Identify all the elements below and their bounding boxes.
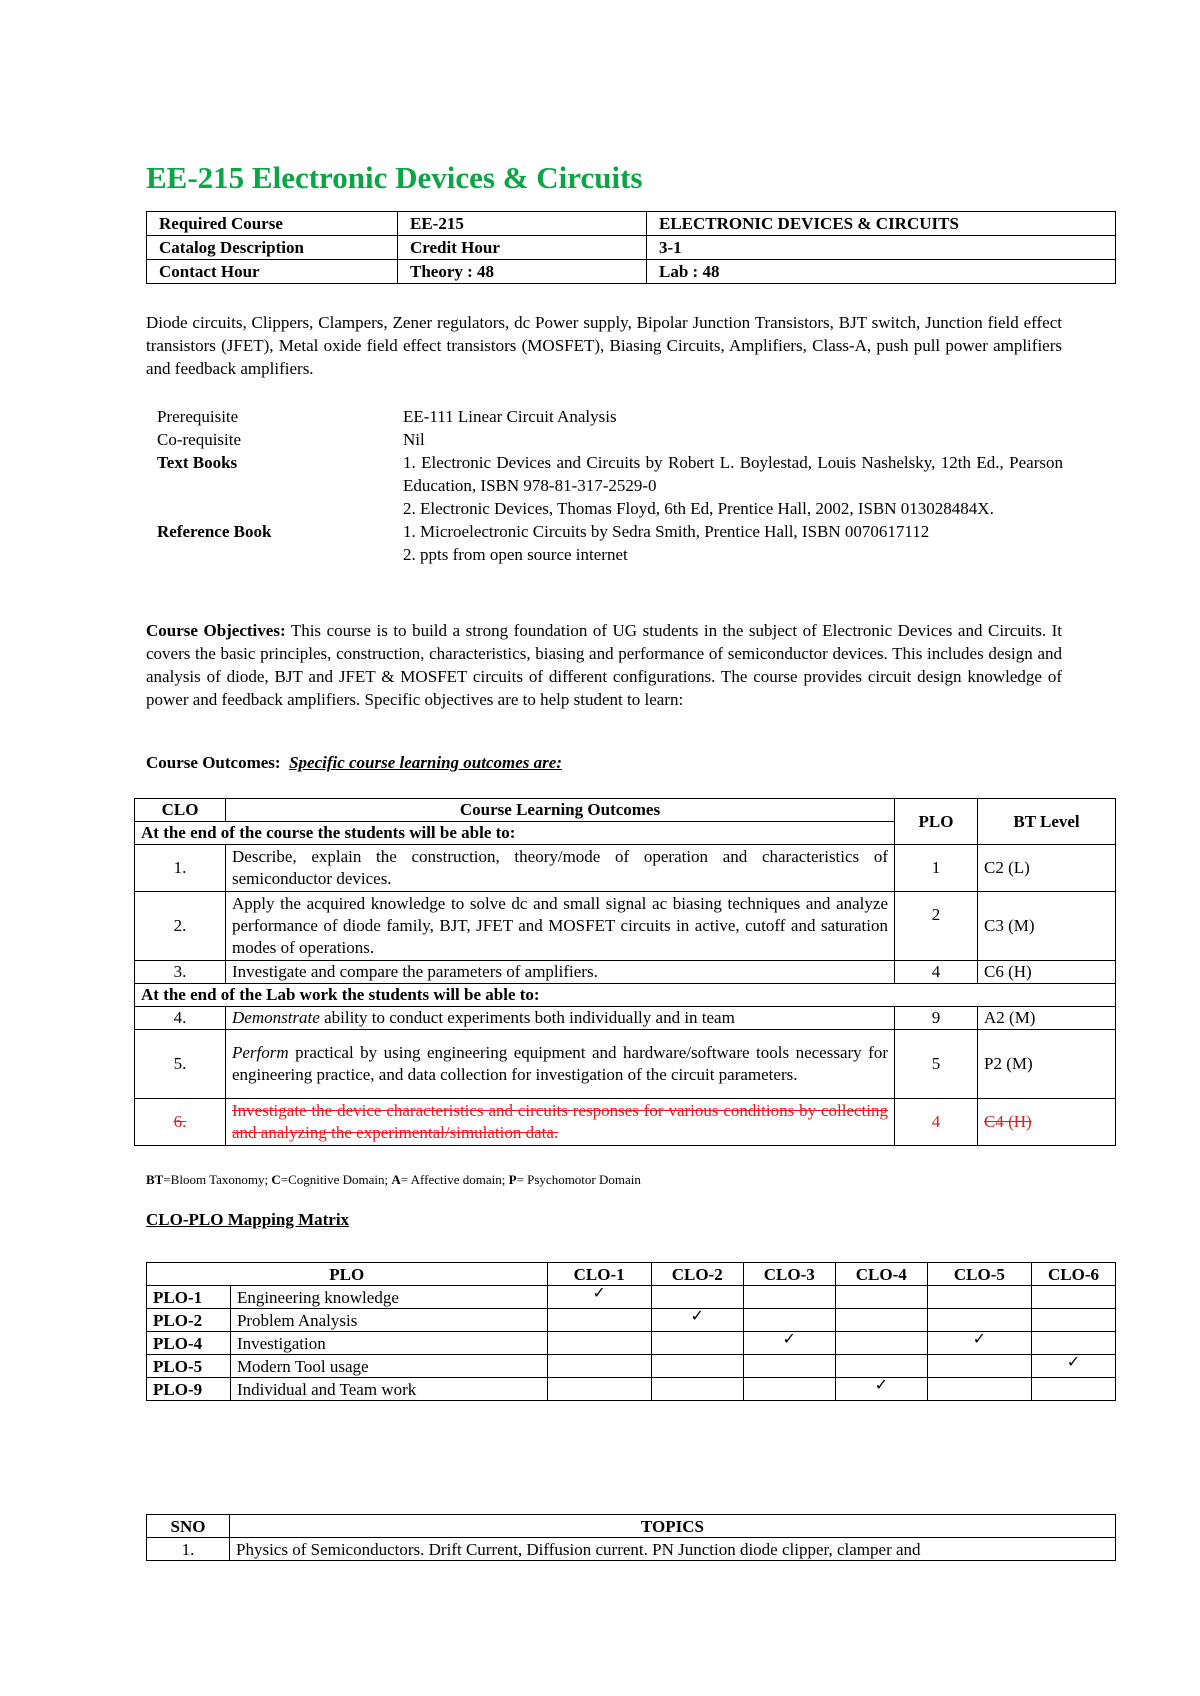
- bt-level-header: BT Level: [978, 799, 1116, 845]
- clo-verb: Demonstrate: [232, 1008, 320, 1027]
- table-row: [135, 984, 1116, 1007]
- outcome-header: Course Learning Outcomes: [226, 799, 895, 822]
- table-row: [147, 236, 1116, 260]
- table-row: [135, 1099, 1116, 1146]
- topic-number: 1.: [147, 1538, 230, 1561]
- table-row: [135, 961, 1116, 984]
- mapping-plo-header: PLO: [147, 1263, 548, 1286]
- catalog-description-label: Catalog Description: [147, 236, 398, 260]
- clo-plo: 4: [895, 961, 978, 984]
- outcomes-label: Course Outcomes:: [146, 753, 281, 772]
- table-row: [147, 1538, 1116, 1561]
- outcomes-sublabel: Specific course learning outcomes are:: [289, 753, 562, 772]
- lab-hours: Lab : 48: [647, 260, 1116, 284]
- mapping-clo-header: CLO-1: [547, 1263, 651, 1286]
- clo-plo: 9: [895, 1007, 978, 1030]
- lab-section-heading: At the end of the Lab work the students will be able to:: [135, 984, 1116, 1007]
- catalog-description: Diode circuits, Clippers, Clampers, Zener regulators, dc Power supply, Bipolar Junction Transistors, BJT switch, Junction field effect transistors (JFET), Metal oxide field effect transistors (MOSFET), Biasing Circuits, Amplifiers, Class-A, push pull power amplifiers and feedback amplifiers.: [146, 313, 1062, 378]
- table-row: [135, 845, 1116, 892]
- clo-plo: 2: [895, 892, 978, 961]
- table-row: [135, 1030, 1116, 1099]
- table-row: [135, 799, 1116, 822]
- table-row: [135, 892, 1116, 961]
- reference-2: 2. ppts from open source internet: [403, 545, 628, 564]
- topics-table: [146, 1514, 1116, 1561]
- credit-hour-value: 3-1: [647, 236, 1116, 260]
- course-outcomes-heading: [146, 753, 562, 773]
- course-info-table: [146, 211, 1116, 284]
- clo-bt: A2 (M): [978, 1007, 1116, 1030]
- table-row: [147, 1332, 1116, 1355]
- table-row: [147, 260, 1116, 284]
- mapping-clo-header: CLO-2: [651, 1263, 743, 1286]
- topic-text: Physics of Semiconductors. Drift Current, Diffusion current. PN Junction diode clipper, clamper and: [230, 1538, 1116, 1561]
- clo-bt: C4 (H): [984, 1112, 1032, 1131]
- table-row: [147, 1286, 1116, 1309]
- clo-plo: 1: [895, 845, 978, 892]
- mapping-clo-header: CLO-3: [743, 1263, 835, 1286]
- clo-bt: P2 (M): [978, 1030, 1116, 1099]
- clo-number: 1.: [135, 845, 226, 892]
- legend-a-text: = Affective domain;: [400, 1172, 509, 1187]
- table-row: [147, 1378, 1116, 1401]
- reference-1: 1. Microelectronic Circuits by Sedra Smith, Prentice Hall, ISBN 0070617112: [403, 522, 930, 541]
- clo-plo: 4: [931, 1112, 941, 1131]
- clo-header: CLO: [135, 799, 226, 822]
- plo-header: PLO: [895, 799, 978, 845]
- sno-header: SNO: [147, 1515, 230, 1538]
- course-meta: [157, 405, 1063, 566]
- page-title: EE-215 Electronic Devices & Circuits: [146, 160, 643, 195]
- clo-number: 4.: [135, 1007, 226, 1030]
- legend-bt-text: =Bloom Taxonomy;: [163, 1172, 272, 1187]
- clo-plo: 5: [895, 1030, 978, 1099]
- course-code: EE-215: [398, 212, 647, 236]
- plo-id: PLO-5: [147, 1355, 231, 1378]
- textbook-1: 1. Electronic Devices and Circuits by Robert L. Boylestad, Louis Nashelsky, 12th Ed., Pearson Education, ISBN 978-81-317-2529-0: [403, 453, 1063, 495]
- topics-header: TOPICS: [230, 1515, 1116, 1538]
- course-objectives: [146, 619, 1062, 711]
- check-mark-icon: ✓: [927, 1332, 1031, 1355]
- required-course-label: Required Course: [147, 212, 398, 236]
- prerequisite-value: EE-111 Linear Circuit Analysis: [403, 407, 617, 426]
- table-row: [147, 1263, 1116, 1286]
- clo-text: ability to conduct experiments both individually and in team: [319, 1008, 735, 1027]
- clo-number: 2.: [135, 892, 226, 961]
- legend-p-text: = Psychomotor Domain: [516, 1172, 641, 1187]
- legend-c-text: =Cognitive Domain;: [280, 1172, 392, 1187]
- corequisite-value: Nil: [403, 430, 425, 449]
- prerequisite-label: Prerequisite: [157, 407, 239, 426]
- textbooks-label: Text Books: [157, 453, 238, 472]
- table-row: [147, 1309, 1116, 1332]
- bt-legend: [146, 1172, 641, 1188]
- clo-text: Investigate the device characteristics and circuits responses for various conditions by collecting and analyzing the experimental/simulation data.: [232, 1101, 888, 1142]
- plo-name: Individual and Team work: [230, 1378, 547, 1401]
- mapping-title: CLO-PLO Mapping Matrix: [146, 1210, 350, 1229]
- table-row: [147, 1515, 1116, 1538]
- plo-id: PLO-1: [147, 1286, 231, 1309]
- check-mark-icon: ✓: [835, 1378, 927, 1401]
- corequisite-label: Co-requisite: [157, 430, 242, 449]
- clo-bt: C6 (H): [978, 961, 1116, 984]
- contact-hour-label: Contact Hour: [147, 260, 398, 284]
- clo-text: practical by using engineering equipment and hardware/software tools necessary for engineering practice, and data collection for investigation of the circuit parameters.: [232, 1043, 888, 1084]
- clo-number: 3.: [135, 961, 226, 984]
- table-row: [147, 212, 1116, 236]
- clo-number: 6.: [173, 1112, 187, 1131]
- plo-name: Modern Tool usage: [230, 1355, 547, 1378]
- clo-number: 5.: [135, 1030, 226, 1099]
- course-name: ELECTRONIC DEVICES & CIRCUITS: [647, 212, 1116, 236]
- credit-hour-label: Credit Hour: [398, 236, 647, 260]
- mapping-clo-header: CLO-5: [927, 1263, 1031, 1286]
- legend-p: P: [508, 1172, 517, 1187]
- mapping-clo-header: CLO-4: [835, 1263, 927, 1286]
- plo-id: PLO-2: [147, 1309, 231, 1332]
- legend-a: A: [391, 1172, 401, 1187]
- clo-verb: Perform: [232, 1043, 289, 1062]
- clo-bt: C3 (M): [978, 892, 1116, 961]
- clo-text: Describe, explain the construction, theory/mode of operation and characteristics of semiconductor devices.: [226, 845, 895, 892]
- legend-c: C: [271, 1172, 281, 1187]
- plo-id: PLO-4: [147, 1332, 231, 1355]
- clo-text: Investigate and compare the parameters of amplifiers.: [226, 961, 895, 984]
- plo-name: Problem Analysis: [230, 1309, 547, 1332]
- check-mark-icon: ✓: [1031, 1355, 1115, 1378]
- plo-id: PLO-9: [147, 1378, 231, 1401]
- objectives-text: This course is to build a strong foundation of UG students in the subject of Electronic Devices and Circuits. It covers the basic principles, construction, characteristics, biasing and performance of semiconductor devices. This includes design and analysis of diode, BJT and JFET & MOSFET circuits of different configurations. The course provides circuit design knowledge of power and feedback amplifiers. Specific objectives are to help student to learn:: [146, 621, 1062, 709]
- objectives-label: Course Objectives:: [146, 621, 286, 640]
- reference-label: Reference Book: [157, 522, 272, 541]
- clo-table: [134, 798, 1116, 1146]
- clo-bt: C2 (L): [978, 845, 1116, 892]
- table-row: [147, 1355, 1116, 1378]
- clo-text: Apply the acquired knowledge to solve dc and small signal ac biasing techniques and analyze performance of diode family, BJT, JFET and MOSFET circuits in active, cutoff and saturation modes of operations.: [226, 892, 895, 961]
- textbook-2: 2. Electronic Devices, Thomas Floyd, 6th Ed, Prentice Hall, 2002, ISBN 013028484X.: [403, 499, 994, 518]
- plo-name: Investigation: [230, 1332, 547, 1355]
- plo-name: Engineering knowledge: [230, 1286, 547, 1309]
- mapping-clo-header: CLO-6: [1031, 1263, 1115, 1286]
- legend-bt: BT: [146, 1172, 164, 1187]
- theory-hours: Theory : 48: [398, 260, 647, 284]
- check-mark-icon: ✓: [651, 1309, 743, 1332]
- clo-plo-mapping-table: [146, 1262, 1116, 1401]
- course-section-heading: At the end of the course the students will be able to:: [135, 822, 895, 845]
- check-mark-icon: ✓: [547, 1286, 651, 1309]
- table-row: [135, 1007, 1116, 1030]
- check-mark-icon: ✓: [743, 1332, 835, 1355]
